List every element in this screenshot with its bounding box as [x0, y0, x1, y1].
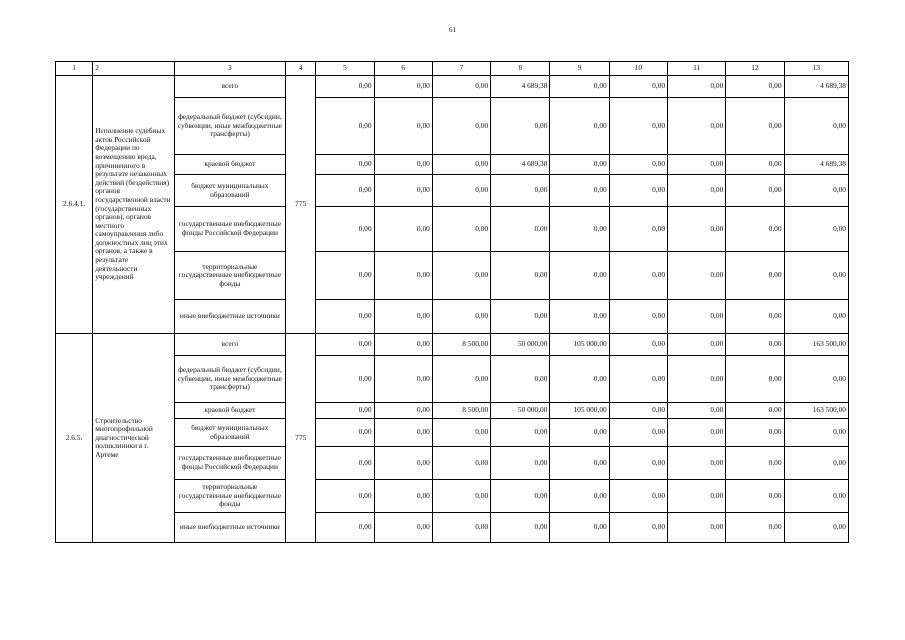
amount-cell: 0,00 [668, 300, 726, 334]
activity-name: Строительство многопрофильной диагностической поликлиники в г. Артеме [93, 334, 174, 543]
amount-cell: 0,00 [432, 447, 490, 480]
amount-cell: 0,00 [726, 207, 784, 252]
amount-cell: 0,00 [609, 155, 667, 175]
header-cell: 2 [93, 62, 174, 76]
amount-cell: 0,00 [550, 207, 609, 252]
amount-cell: 0,00 [609, 513, 667, 543]
amount-cell: 0,00 [609, 419, 667, 447]
funding-source: территориальные государственные внебюджетные фонды [174, 252, 286, 300]
header-row [56, 62, 849, 76]
amount-cell: 0,00 [550, 480, 609, 513]
amount-cell: 0,00 [316, 155, 374, 175]
funding-source: государственные внебюджетные фонды Российской Федерации [174, 207, 286, 252]
table-row [56, 356, 849, 403]
amount-cell: 0,00 [316, 447, 374, 480]
amount-cell: 0,00 [432, 252, 490, 300]
amount-cell: 0,00 [374, 98, 432, 155]
amount-cell: 0,00 [550, 98, 609, 155]
amount-cell: 0,00 [374, 447, 432, 480]
amount-cell: 0,00 [316, 207, 374, 252]
amount-cell: 0,00 [784, 419, 848, 447]
funding-source: всего [174, 76, 286, 98]
header-cell: 10 [609, 62, 667, 76]
amount-cell: 0,00 [374, 356, 432, 403]
amount-cell: 50 000,00 [491, 403, 550, 419]
header-cell: 11 [668, 62, 726, 76]
amount-cell: 0,00 [550, 356, 609, 403]
amount-cell: 0,00 [550, 175, 609, 207]
amount-cell: 0,00 [784, 356, 848, 403]
amount-cell: 0,00 [550, 300, 609, 334]
amount-cell: 0,00 [432, 207, 490, 252]
amount-cell: 0,00 [668, 480, 726, 513]
grbs-code: 775 [286, 76, 316, 334]
amount-cell: 0,00 [726, 356, 784, 403]
amount-cell: 0,00 [432, 300, 490, 334]
amount-cell: 0,00 [491, 98, 550, 155]
amount-cell: 0,00 [784, 207, 848, 252]
amount-cell: 105 000,00 [550, 334, 609, 356]
amount-cell: 0,00 [432, 419, 490, 447]
amount-cell: 0,00 [784, 252, 848, 300]
amount-cell: 0,00 [668, 175, 726, 207]
budget-table [55, 61, 849, 543]
amount-cell: 0,00 [432, 356, 490, 403]
amount-cell: 0,00 [609, 480, 667, 513]
amount-cell: 0,00 [550, 513, 609, 543]
amount-cell: 0,00 [374, 175, 432, 207]
amount-cell: 0,00 [609, 403, 667, 419]
amount-cell: 0,00 [316, 403, 374, 419]
amount-cell: 0,00 [550, 76, 609, 98]
table-row [56, 334, 849, 356]
amount-cell: 0,00 [668, 513, 726, 543]
amount-cell: 0,00 [374, 480, 432, 513]
page-number: 61 [449, 26, 456, 34]
amount-cell: 0,00 [491, 513, 550, 543]
amount-cell: 0,00 [316, 356, 374, 403]
funding-source: федеральный бюджет (субсидии, субвенции, иные межбюджетные трансферты) [174, 98, 286, 155]
amount-cell: 4 689,38 [491, 155, 550, 175]
amount-cell: 0,00 [491, 300, 550, 334]
header-cell: 5 [316, 62, 374, 76]
amount-cell: 0,00 [374, 403, 432, 419]
amount-cell: 0,00 [374, 419, 432, 447]
amount-cell: 0,00 [491, 207, 550, 252]
header-cell: 12 [726, 62, 784, 76]
header-cell: 8 [491, 62, 550, 76]
amount-cell: 0,00 [726, 252, 784, 300]
amount-cell: 0,00 [668, 207, 726, 252]
amount-cell: 0,00 [726, 447, 784, 480]
amount-cell: 0,00 [668, 76, 726, 98]
amount-cell: 0,00 [374, 300, 432, 334]
amount-cell: 0,00 [784, 447, 848, 480]
header-cell: 1 [56, 62, 93, 76]
funding-source: бюджет муниципальных образований [174, 419, 286, 447]
funding-source: территориальные государственные внебюджетные фонды [174, 480, 286, 513]
amount-cell: 0,00 [784, 513, 848, 543]
amount-cell: 0,00 [316, 98, 374, 155]
amount-cell: 0,00 [550, 252, 609, 300]
amount-cell: 0,00 [316, 419, 374, 447]
amount-cell: 0,00 [374, 334, 432, 356]
table-row [56, 252, 849, 300]
amount-cell: 0,00 [374, 207, 432, 252]
amount-cell: 0,00 [550, 419, 609, 447]
amount-cell: 4 689,38 [784, 155, 848, 175]
amount-cell: 0,00 [726, 175, 784, 207]
amount-cell: 0,00 [609, 76, 667, 98]
header-cell: 3 [174, 62, 286, 76]
amount-cell: 0,00 [726, 76, 784, 98]
amount-cell: 0,00 [726, 300, 784, 334]
table-row [56, 447, 849, 480]
table-row [56, 207, 849, 252]
amount-cell: 0,00 [609, 356, 667, 403]
amount-cell: 0,00 [668, 419, 726, 447]
header-cell: 4 [286, 62, 316, 76]
funding-source: краевой бюджет [174, 403, 286, 419]
amount-cell: 0,00 [668, 98, 726, 155]
amount-cell: 0,00 [491, 252, 550, 300]
amount-cell: 0,00 [726, 334, 784, 356]
table-row [56, 76, 849, 98]
amount-cell: 0,00 [668, 403, 726, 419]
amount-cell: 0,00 [374, 513, 432, 543]
amount-cell: 0,00 [609, 98, 667, 155]
amount-cell: 0,00 [550, 447, 609, 480]
amount-cell: 0,00 [316, 334, 374, 356]
amount-cell: 0,00 [316, 252, 374, 300]
amount-cell: 0,00 [374, 252, 432, 300]
amount-cell: 0,00 [668, 334, 726, 356]
amount-cell: 0,00 [432, 76, 490, 98]
header-cell: 13 [784, 62, 848, 76]
table-row [56, 419, 849, 447]
funding-source: государственные внебюджетные фонды Российской Федерации [174, 447, 286, 480]
activity-name: Исполнение судебных актов Российской Федерации по возмещению вреда, причиненного в результате незаконных действий (бездействия) органов государственной власти (государственных органов), органов местного самоуправления либо должностных лиц этих органов, а также в результате деятельности учреждений [93, 76, 174, 334]
amount-cell: 0,00 [726, 513, 784, 543]
row-code: 2.6.4.1. [56, 76, 93, 334]
funding-source: краевой бюджет [174, 155, 286, 175]
amount-cell: 0,00 [491, 447, 550, 480]
amount-cell: 0,00 [316, 480, 374, 513]
amount-cell: 8 500,00 [432, 334, 490, 356]
table-row [56, 480, 849, 513]
amount-cell: 0,00 [491, 419, 550, 447]
amount-cell: 0,00 [550, 155, 609, 175]
amount-cell: 0,00 [784, 175, 848, 207]
amount-cell: 50 000,00 [491, 334, 550, 356]
amount-cell: 0,00 [316, 175, 374, 207]
amount-cell: 0,00 [668, 447, 726, 480]
amount-cell: 0,00 [609, 334, 667, 356]
amount-cell: 105 000,00 [550, 403, 609, 419]
amount-cell: 0,00 [726, 419, 784, 447]
amount-cell: 0,00 [374, 76, 432, 98]
amount-cell: 0,00 [784, 98, 848, 155]
amount-cell: 0,00 [491, 356, 550, 403]
header-cell: 9 [550, 62, 609, 76]
amount-cell: 4 689,38 [491, 76, 550, 98]
amount-cell: 0,00 [432, 480, 490, 513]
funding-source: бюджет муниципальных образований [174, 175, 286, 207]
amount-cell: 0,00 [726, 155, 784, 175]
header-cell: 7 [432, 62, 490, 76]
amount-cell: 0,00 [609, 447, 667, 480]
amount-cell: 0,00 [668, 155, 726, 175]
amount-cell: 0,00 [432, 98, 490, 155]
funding-source: всего [174, 334, 286, 356]
amount-cell: 0,00 [432, 155, 490, 175]
funding-source: федеральный бюджет (субсидии, субвенции, иные межбюджетные трансферты) [174, 356, 286, 403]
amount-cell: 0,00 [726, 403, 784, 419]
amount-cell: 163 500,00 [784, 403, 848, 419]
row-code: 2.6.5. [56, 334, 93, 543]
amount-cell: 0,00 [609, 207, 667, 252]
amount-cell: 0,00 [609, 252, 667, 300]
amount-cell: 0,00 [374, 155, 432, 175]
amount-cell: 0,00 [432, 175, 490, 207]
amount-cell: 0,00 [316, 76, 374, 98]
funding-source: иные внебюджетные источники [174, 300, 286, 334]
table-row [56, 300, 849, 334]
amount-cell: 0,00 [668, 252, 726, 300]
amount-cell: 0,00 [784, 300, 848, 334]
grbs-code: 775 [286, 334, 316, 543]
table-row [56, 98, 849, 155]
amount-cell: 0,00 [668, 356, 726, 403]
table-row [56, 403, 849, 419]
amount-cell: 0,00 [491, 175, 550, 207]
amount-cell: 0,00 [491, 480, 550, 513]
amount-cell: 0,00 [784, 480, 848, 513]
table-row [56, 175, 849, 207]
amount-cell: 4 689,38 [784, 76, 848, 98]
amount-cell: 0,00 [609, 300, 667, 334]
amount-cell: 0,00 [726, 480, 784, 513]
amount-cell: 0,00 [609, 175, 667, 207]
amount-cell: 0,00 [726, 98, 784, 155]
header-cell: 6 [374, 62, 432, 76]
amount-cell: 0,00 [316, 300, 374, 334]
amount-cell: 0,00 [432, 513, 490, 543]
amount-cell: 8 500,00 [432, 403, 490, 419]
funding-source: иные внебюджетные источники [174, 513, 286, 543]
amount-cell: 163 500,00 [784, 334, 848, 356]
amount-cell: 0,00 [316, 513, 374, 543]
table-row [56, 513, 849, 543]
table-row [56, 155, 849, 175]
